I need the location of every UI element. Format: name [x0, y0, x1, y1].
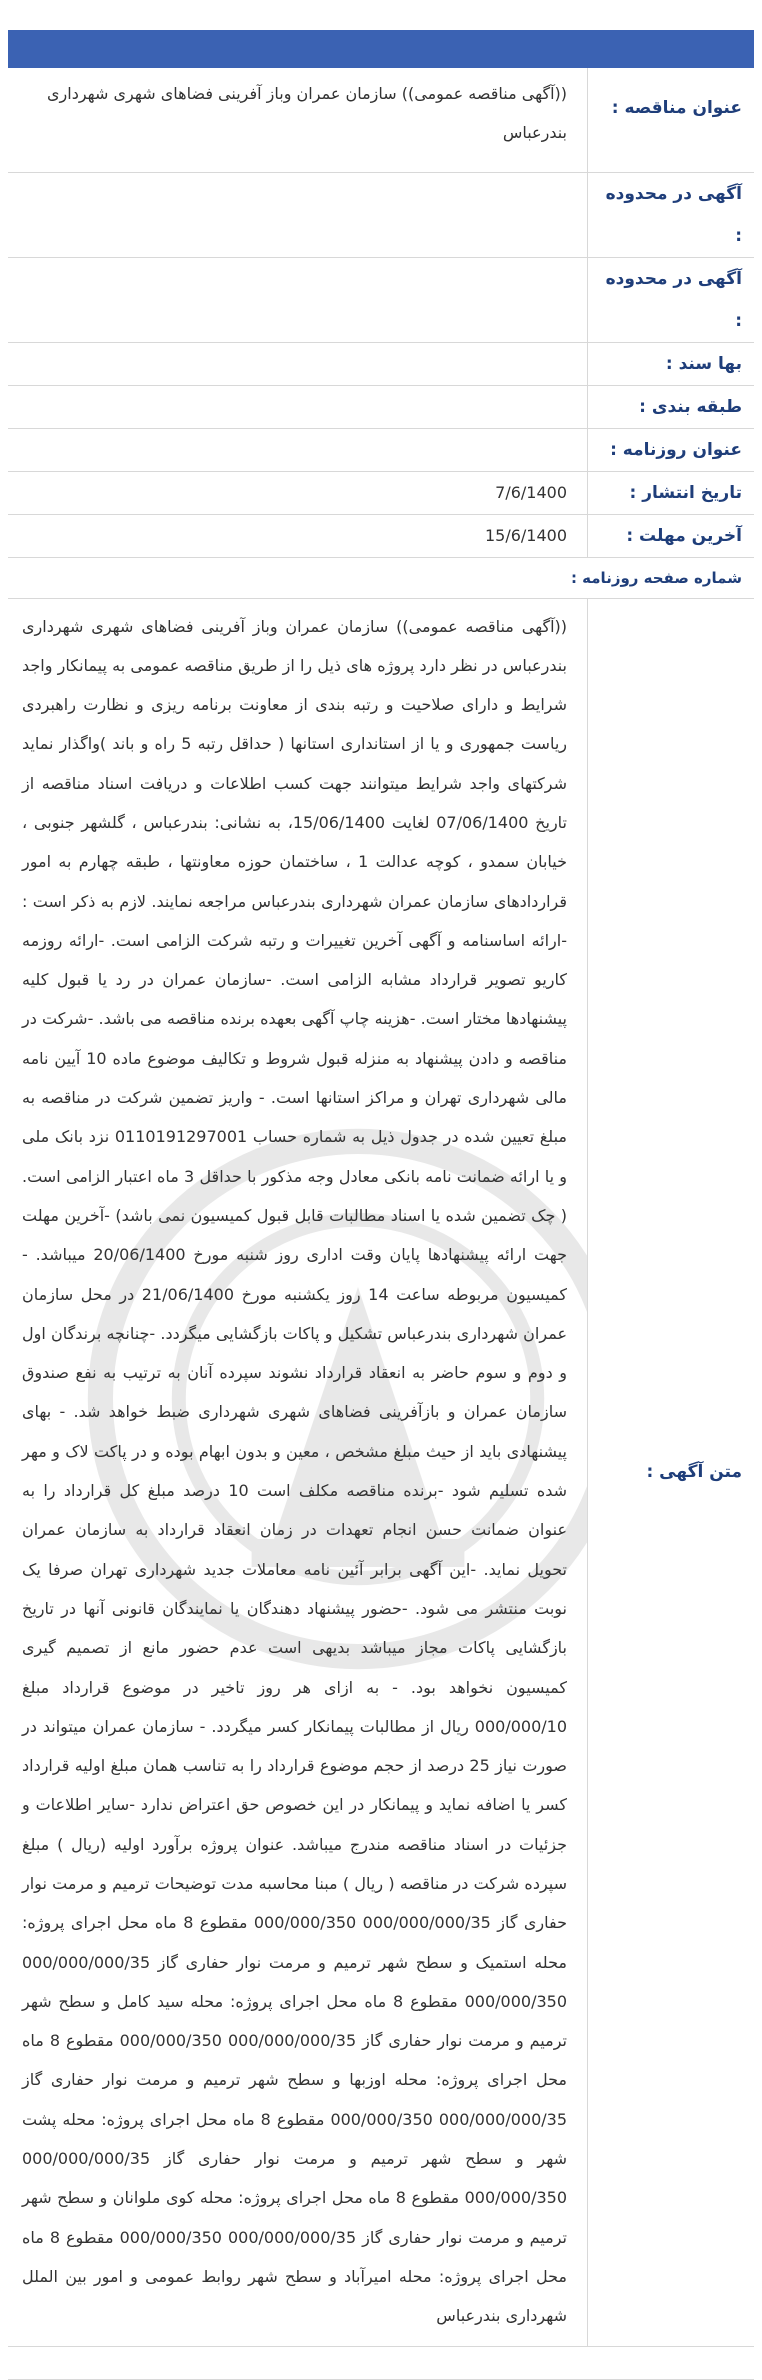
header-bar: [8, 30, 754, 68]
ad-text-value: ((آگهی مناقصه عمومی)) سازمان عمران وباز آفرینی فضاهای شهری شهرداری بندرعباس در نظر دارد پروژه های ذیل را از طریق مناقصه عمومی به پیمانکار واجد شرایط و دارای صلاحیت و رتبه بندی از معاونت برنامه ریزی و نظارت راهبردی ریاست جمهوری و یا از استانداری استانها ( حداقل رتبه 5 راه و باند )واگذار نماید شرکتهای واجد شرایط میتوانند جهت کسب اطلاعات و دریافت اسناد مناقصه از تاریخ 07/06/1400 لغایت 15/06/1400، به نشانی: بندرعباس ، گلشهر جنوبی ، خیابان سمدو ، کوچه عدالت 1 ، ساختمان حوزه معاونتها ، طبقه چهارم به امور قراردادهای سازمان عمران شهرداری بندرعباس مراجعه نمایند. لازم به ذکر است : -ارائه اساسنامه و آگهی آخرین تغییرات و رتبه شرکت الزامی است. -ارائه روزمه کاریو تصویر قرارداد مشابه الزامی است. -سازمان عمران در رد یا قبول کلیه پیشنهادها مختار است. -هزینه چاپ آگهی بعهده برنده مناقصه می باشد. -شرکت در مناقصه و دادن پیشنهاد به منزله قبول شروط و تکالیف موضوع ماده 10 آیین نامه مالی شهرداری تهران و مراکز استانها است. - واریز تضمین شرکت در مناقصه به مبلغ تعیین شده در جدول ذیل به شماره حساب 0110191297001 نزد بانک ملی و یا ارائه ضمانت نامه بانکی معادل وجه مذکور با حداقل 3 ماه اعتبار الزامی است.( چک تضمین شده یا اسناد مطالبات قابل قبول کمیسیون نمی باشد) -آخرین مهلت جهت ارائه پیشنهادها پایان وقت اداری روز شنبه مورخ 20/06/1400 میباشد. - کمیسیون مربوطه ساعت 14 روز یکشنبه مورخ 21/06/1400 در محل سازمان عمران شهرداری بندرعباس تشکیل و پاکات بازگشایی میگردد. -چنانچه برندگان اول و دوم و سوم حاضر به انعقاد قرارداد نشوند سپرده آنان به ترتیب به نفع صندوق سازمان عمران و بازآفرینی فضاهای شهری شهرداری ضبط خواهد شد. - بهای پیشنهادی باید از حیث مبلغ مشخص ، معین و بدون ابهام بوده و در پاکت لاک و مهر شده تسلیم شود -برنده مناقصه مکلف است 10 درصد مبلغ کل قرارداد را به عنوان ضمانت حسن انجام تعهدات در زمان انعقاد قرارداد به سازمان عمران تحویل نماید. -این آگهی برابر آئین نامه معاملات جدید شهرداری تهران صرفا یک نوبت منتشر می شود. -حضور پیشنهاد دهندگان یا نمایندگان قانونی آنها در تاریخ بازگشایی پاکات مجاز میباشد بدیهی است عدم حضور مانع از تصمیم گیری کمیسیون نخواهد بود. - به ازای هر روز تاخیر در موضوع قرارداد مبلغ 000/000/10 ریال از مطالبات پیمانکار کسر میگردد. - سازمان عمران میتواند در صورت نیاز 25 درصد از حجم موضوع قرارداد را به تناسب همان مبلغ اولیه قرارداد کسر یا اضافه نماید و پیمانکار در این خصوص حق اعتراض ندارد -سایر اطلاعات و جزئیات در اسناد مناقصه مندرج میباشد. عنوان پروژه برآورد اولیه (ریال ) مبلغ سپرده شرکت در مناقصه ( ریال ) مبنا محاسبه مدت توضیحات ترمیم و مرمت نوار حفاری گاز 000/000/000/35 000/000/350 مقطوع 8 ماه محل اجرای پروژه: محله استمیک و سطح شهر ترمیم و مرمت نوار حفاری گاز 000/000/000/35 000/000/350 مقطوع 8 ماه محل اجرای پروژه: محله سید کامل و سطح شهر ترمیم و مرمت نوار حفاری گاز 000/000/000/35 000/000/350 مقطوع 8 ماه محل اجرای پروژه: محله اوزبها و سطح شهر ترمیم و مرمت نوار حفاری گاز 000/000/000/35 000/000/350 مقطوع 8 ماه محل اجرای پروژه: محله پشت شهر و سطح شهر ترمیم و مرمت نوار حفاری گاز 000/000/000/35 000/000/350 مقطوع 8 ماه محل اجرای پروژه: محله کوی ملوانان و سطح شهر ترمیم و مرمت نوار حفاری گاز 000/000/000/35 000/000/350 مقطوع 8 ماه محل اجرای پروژه: محله امیرآباد و سطح شهر روابط عمومی و امور بین الملل شهرداری بندرعباس: [22, 616, 568, 2326]
tender-title-label: عنوان مناقصه :: [588, 68, 755, 172]
scope-label-2: آگهی در محدوده :: [588, 257, 755, 342]
deadline-label: آخرین مهلت :: [588, 514, 755, 557]
category-value: [8, 385, 588, 428]
ad-text-label: متن آگهی :: [588, 598, 755, 2346]
row-ad-text: [8, 598, 754, 2346]
deadline-value: 15/6/1400: [8, 514, 588, 557]
tender-details-table: [8, 68, 754, 2380]
row-doc-price: [8, 342, 754, 385]
row-scope-1: [8, 172, 754, 257]
row-page-number: [8, 557, 754, 598]
doc-price-label: بها سند :: [588, 342, 755, 385]
newspaper-value: [8, 428, 588, 471]
row-deadline: [8, 514, 754, 557]
scope-value-2: [8, 257, 588, 342]
row-scope-2: [8, 257, 754, 342]
publish-date-label: تاریخ انتشار :: [588, 471, 755, 514]
tender-notice-panel: [8, 30, 754, 2380]
ad-text-cell: [8, 598, 588, 2346]
newspaper-label: عنوان روزنامه :: [588, 428, 755, 471]
scope-label-1: آگهی در محدوده :: [588, 172, 755, 257]
row-tender-title: [8, 68, 754, 172]
category-label: طبقه بندی :: [588, 385, 755, 428]
bottom-spacer: [8, 2346, 754, 2379]
row-category: [8, 385, 754, 428]
row-bottom-spacer: [8, 2346, 754, 2379]
tender-title-value: ((آگهی مناقصه عمومی)) سازمان عمران وباز آفرینی فضاهای شهری شهرداری بندرعباس: [8, 68, 588, 172]
scope-value-1: [8, 172, 588, 257]
doc-price-value: [8, 342, 588, 385]
row-publish-date: [8, 471, 754, 514]
row-newspaper: [8, 428, 754, 471]
publish-date-value: 7/6/1400: [8, 471, 588, 514]
page-number-label: شماره صفحه روزنامه :: [8, 557, 754, 598]
